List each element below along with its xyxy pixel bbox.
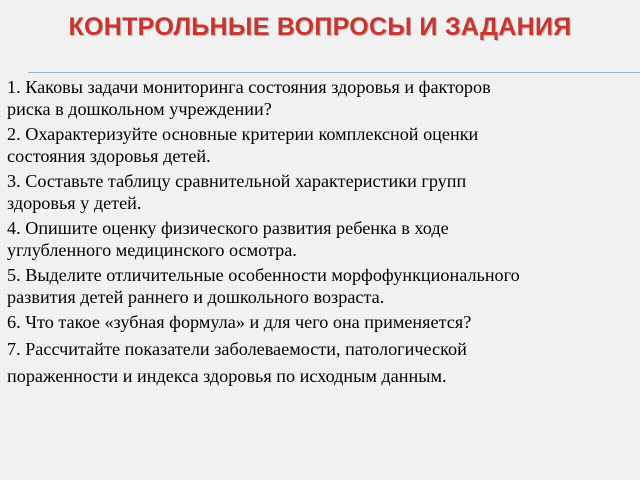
- question-item-3: 3. Составьте таблицу сравнительной характеристики групп здоровья у детей.: [7, 171, 467, 213]
- question-item-2: 2. Охарактеризуйте основные критерии комплексной оценки состояния здоровья детей.: [7, 124, 479, 166]
- question-item-7: 7. Рассчитайте показатели заболеваемости, патологической пораженности и индекса здоровья по исходным данным.: [7, 339, 467, 386]
- question-item-4: 4. Опишите оценку физического развития ребенка в ходе углубленного медицинского осмотра.: [7, 218, 449, 260]
- question-item-1: 1. Каковы задачи мониторинга состояния здоровья и факторов риска в дошкольном учреждении?: [7, 77, 491, 119]
- question-item-5: 5. Выделите отличительные особенности морфофункционального развития детей раннего и дошкольного возраста.: [7, 265, 520, 307]
- slide-title: КОНТРОЛЬНЫЕ ВОПРОСЫ И ЗАДАНИЯ: [68, 13, 572, 41]
- title-divider: [28, 72, 640, 73]
- questions-list: [7, 76, 635, 393]
- question-item-6: 6. Что такое «зубная формула» и для чего она применяется?: [7, 312, 472, 332]
